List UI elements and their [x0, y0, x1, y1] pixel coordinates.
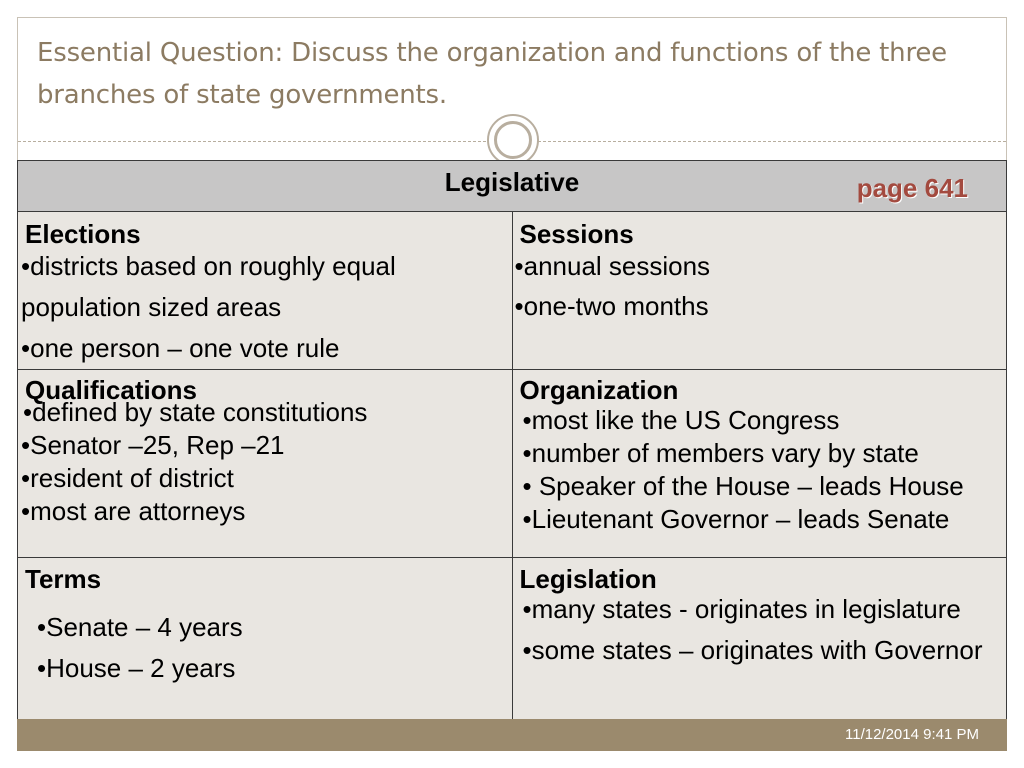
list-item: •Lieutenant Governor – leads Senate	[522, 504, 950, 534]
cell-heading: Organization	[519, 375, 679, 405]
table-header-title: Legislative	[444, 167, 580, 197]
list-item: •most like the US Congress	[522, 405, 840, 435]
cell-qualifications	[18, 370, 513, 558]
list-item: •one-two months	[514, 291, 709, 321]
cell-heading: Qualifications	[25, 375, 197, 405]
cell-terms	[18, 558, 513, 721]
list-item: •Senate – 4 years	[37, 612, 243, 642]
list-item: •many states - originates in legislature	[522, 594, 961, 624]
list-item: •resident of district	[21, 463, 234, 493]
slide-title: Essential Question: Discuss the organization and functions of the three branches of state governments.	[37, 38, 947, 110]
list-item: •Senator –25, Rep –21	[21, 430, 285, 460]
circle-ornament-icon	[487, 114, 539, 166]
legislative-table	[17, 160, 1007, 721]
cell-elections	[18, 212, 513, 370]
cell-legislation	[512, 558, 1007, 721]
list-item: •defined by state constitutions	[23, 397, 368, 427]
list-item: •House – 2 years	[37, 653, 236, 683]
cell-sessions	[512, 212, 1007, 370]
list-item: • Speaker of the House – leads House	[522, 471, 964, 501]
cell-heading: Terms	[25, 564, 102, 594]
list-item: •some states – originates with Governor	[522, 635, 983, 665]
list-item: •most are attorneys	[21, 496, 246, 526]
list-item: •number of members vary by state	[522, 438, 919, 468]
page-reference: page 641	[856, 173, 968, 203]
list-item: •one person – one vote rule	[21, 333, 340, 363]
list-item: •districts based on roughly equal population sized areas	[21, 251, 396, 322]
footer-bar	[17, 719, 1007, 751]
footer-date: 11/12/2014 9:41 PM	[845, 726, 979, 743]
cell-organization	[512, 370, 1007, 558]
list-item: •annual sessions	[514, 251, 711, 281]
cell-heading: Elections	[25, 219, 141, 249]
cell-heading: Sessions	[519, 219, 634, 249]
table-header	[18, 161, 1007, 212]
cell-heading: Legislation	[519, 564, 657, 594]
